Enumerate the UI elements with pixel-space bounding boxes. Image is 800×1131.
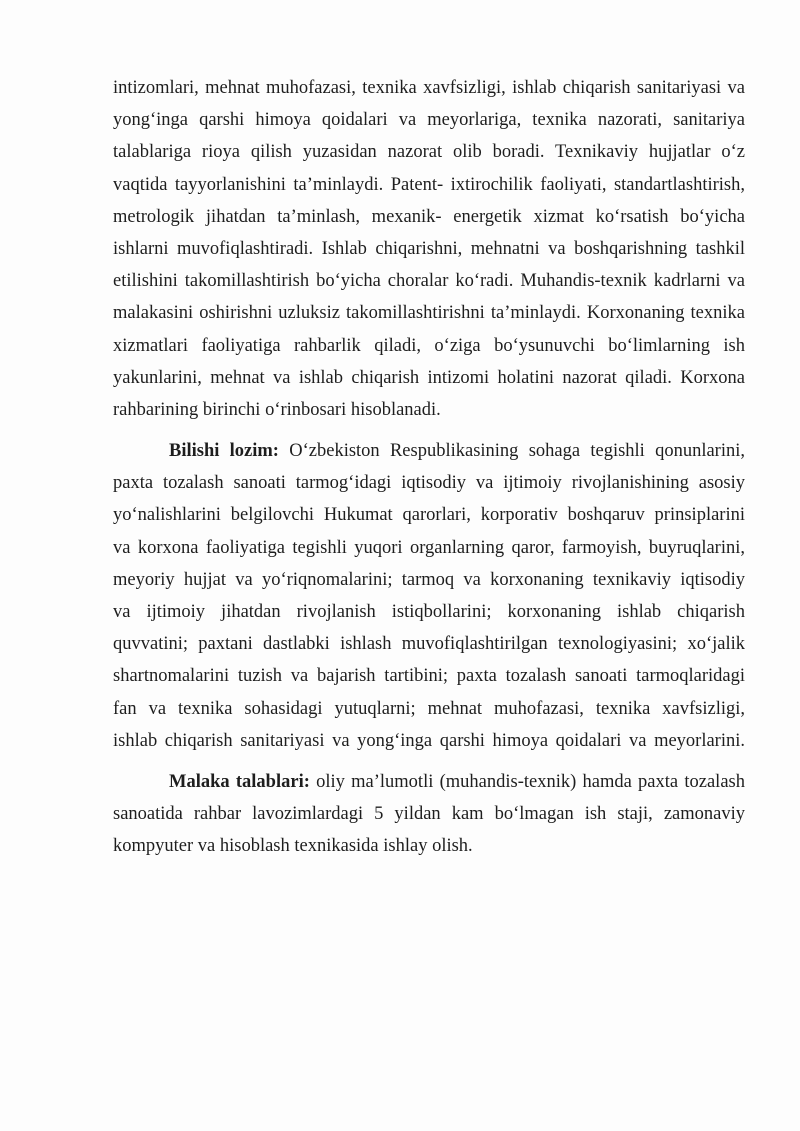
text-line: va korxona faoliyatiga tegishli yuqori organlarning qaror, farmoyish, buyruqlarini, [113,537,745,558]
text-line: intizomlari, mehnat muhofazasi, texnika xavfsizligi, ishlab chiqarish sanitariyasi va [113,78,745,98]
paragraph-lead: Bilishi lozim: [169,441,279,462]
lead-line-rest: oliy ma’lumotli (muhandis-texnik) hamda paxta tozalash [309,771,745,792]
text-line: fan va texnika sohasidagi yutuqlarni; mehnat muhofazasi, texnika xavfsizligi, [113,698,745,719]
text-line: vaqtida tayyorlanishini ta’minlaydi. Patent- ixtirochilik faoliyati, standartlashtirish, [113,174,745,195]
text-line: shartnomalarini tuzish va bajarish tartibini; paxta tozalash sanoati tarmoqlaridagi [113,666,745,687]
text-line: talablariga rioya qilish yuzasidan nazorat olib boradi. Texnikaviy hujjatlar o‘z [113,142,745,163]
document-text-block [113,72,745,863]
text-line: meyoriy hujjat va yo‘riqnomalarini; tarmoq va korxonaning texnikaviy iqtisodiy [113,569,745,590]
text-line [113,766,745,798]
paragraph-lead: Malaka talablari: [169,771,310,792]
text-line: quvvatini; paxtani dastlabki ishlash muvofiqlashtirilgan texnologiyasini; xo‘jalik [113,634,745,655]
text-line: malakasini oshirishni uzluksiz takomillashtirishni ta’minlaydi. Korxonaning texnika [113,303,745,324]
paragraph-malaka-talablari [113,766,745,863]
text-line: etilishini takomillashtirish bo‘yicha choralar ko‘radi. Muhandis-texnik kadrlarni va [113,271,745,292]
text-line: yakunlarini, mehnat va ishlab chiqarish intizomi holatini nazorat qiladi. Korxona [113,367,745,388]
text-line: metrologik jihatdan ta’minlash, mexanik- energetik xizmat ko‘rsatish bo‘yicha [113,206,745,227]
text-line: xizmatlari faoliyatiga rahbarlik qiladi, o‘ziga bo‘ysunuvchi bo‘limlarning ish [113,335,745,356]
text-line: rahbarining birinchi o‘rinbosari hisoblanadi. [113,399,441,420]
text-line: paxta tozalash sanoati tarmog‘idagi iqtisodiy va ijtimoiy rivojlanishining asosiy [113,473,745,494]
text-line: yong‘inga qarshi himoya qoidalari va meyorlariga, texnika nazorati, sanitariya [113,110,745,131]
text-line: yo‘nalishlarini belgilovchi Hukumat qarorlari, korporativ boshqaruv prinsiplarini [113,505,745,526]
text-line: ishlarni muvofiqlashtiradi. Ishlab chiqarishni, mehnatni va boshqarishning tashkil [113,238,745,259]
text-line [113,435,745,467]
text-line: ishlab chiqarish sanitariyasi va yong‘inga qarshi himoya qoidalari va meyorlarini. [113,730,745,751]
text-line: kompyuter va hisoblash texnikasida ishlay olish. [113,836,473,857]
text-line: va ijtimoiy jihatdan rivojlanish istiqbollarini; korxonaning ishlab chiqarish [113,602,745,622]
paragraph-bilishi-lozim [113,435,745,757]
paragraph-intro [113,72,745,426]
text-line: sanoatida rahbar lavozimlardagi 5 yildan kam bo‘lmagan ish staji, zamonaviy [113,804,745,825]
lead-line-rest: O‘zbekiston Respublikasining sohaga tegishli qonunlarini, [278,441,745,462]
